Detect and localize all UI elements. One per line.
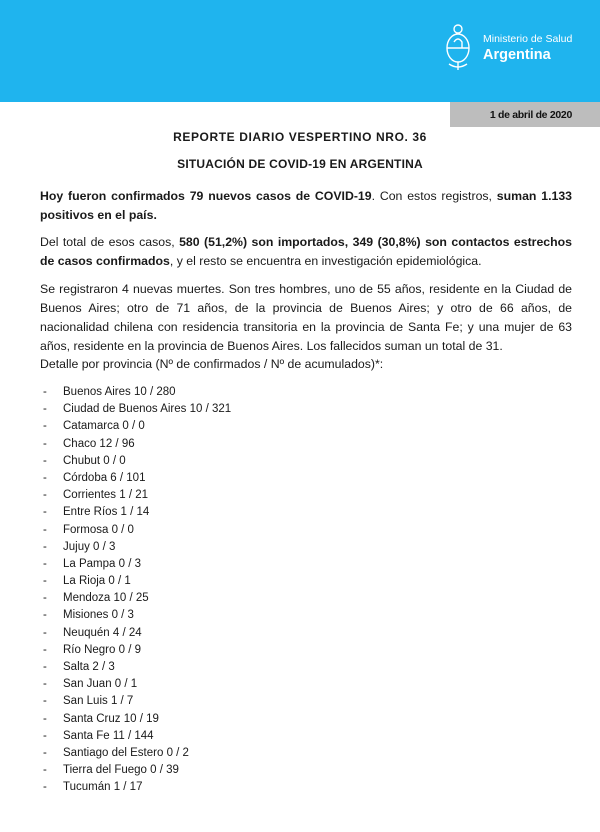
province-text: Neuquén 4 / 24 (63, 626, 142, 639)
province-item (43, 711, 231, 728)
province-text: Salta 2 / 3 (63, 661, 115, 673)
province-text: Tucumán 1 / 17 (63, 781, 143, 794)
bullet-dash: - (43, 643, 47, 656)
bullet-dash: - (43, 489, 47, 502)
province-item (43, 418, 231, 435)
bullet-dash: - (43, 626, 47, 639)
province-text: Córdoba 6 / 101 (63, 471, 146, 484)
province-item (43, 487, 231, 504)
province-text: Jujuy 0 / 3 (63, 540, 116, 553)
ministry-line2: Argentina (483, 46, 551, 63)
province-item (43, 693, 231, 710)
province-item (43, 625, 231, 642)
date-bar (450, 102, 600, 127)
report-title: REPORTE DIARIO VESPERTINO NRO. 36 (173, 130, 427, 144)
province-item (43, 384, 231, 401)
province-item (43, 779, 231, 796)
province-text: Entre Ríos 1 / 14 (63, 506, 150, 519)
province-text: Misiones 0 / 3 (63, 609, 134, 622)
province-item (43, 436, 231, 453)
summary-bold-1: Hoy fueron confirmados 79 nuevos casos de COVID-19 (40, 189, 372, 203)
province-text: Formosa 0 / 0 (63, 523, 134, 536)
bullet-dash: - (43, 523, 47, 536)
province-text: Ciudad de Buenos Aires 10 / 321 (63, 403, 232, 416)
bullet-dash: - (43, 471, 47, 484)
province-text: Catamarca 0 / 0 (63, 420, 145, 433)
ministry-line1: Ministerio de Salud (483, 33, 573, 45)
province-text: Río Negro 0 / 9 (63, 643, 141, 656)
bullet-dash: - (43, 695, 47, 708)
province-text: Mendoza 10 / 25 (63, 592, 149, 605)
coat-of-arms-icon (441, 22, 475, 72)
province-item (43, 642, 231, 659)
province-text: Santa Fe 11 / 144 (63, 729, 154, 742)
bullet-dash: - (43, 678, 47, 691)
ministry-name (483, 34, 572, 62)
province-item (43, 522, 231, 539)
bullet-dash: - (43, 764, 47, 777)
province-text: Santa Cruz 10 / 19 (63, 712, 159, 725)
paragraph-summary (40, 187, 572, 225)
bullet-dash: - (43, 437, 47, 450)
breakdown-text-1: Del total de esos casos, (40, 235, 180, 249)
paragraph-province-intro: Detalle por provincia (Nº de confirmados / Nº de acumulados)*: (40, 357, 384, 371)
province-item (43, 573, 231, 590)
paragraph-breakdown (40, 233, 572, 271)
header-banner (0, 0, 600, 102)
report-subtitle: SITUACIÓN DE COVID-19 EN ARGENTINA (177, 157, 423, 171)
province-text: Chubut 0 / 0 (63, 454, 126, 467)
province-text: La Rioja 0 / 1 (63, 575, 131, 588)
bullet-dash: - (43, 557, 47, 570)
province-text: San Juan 0 / 1 (63, 678, 138, 691)
province-item (43, 728, 231, 745)
bullet-dash: - (43, 609, 47, 622)
province-item (43, 590, 231, 607)
bullet-dash: - (43, 592, 47, 605)
bullet-dash: - (43, 661, 47, 673)
province-item (43, 762, 231, 779)
bullet-dash: - (43, 454, 47, 467)
summary-text: . Con estos registros, (371, 189, 497, 203)
province-item (43, 539, 231, 556)
province-text: Corrientes 1 / 21 (63, 489, 149, 502)
bullet-dash: - (43, 386, 47, 398)
bullet-dash: - (43, 420, 47, 433)
bullet-dash: - (43, 729, 47, 742)
province-list (43, 384, 231, 797)
breakdown-text-2: , y el resto se encuentra en investigación epidemiológica. (169, 254, 482, 268)
report-date: 1 de abril de 2020 (489, 109, 572, 121)
province-text: Tierra del Fuego 0 / 39 (63, 764, 179, 777)
province-item (43, 676, 231, 693)
bullet-dash: - (43, 781, 47, 794)
province-text: La Pampa 0 / 3 (63, 557, 141, 570)
province-text: Santiago del Estero 0 / 2 (63, 746, 189, 759)
province-item (43, 659, 231, 676)
province-text: Buenos Aires 10 / 280 (63, 386, 176, 398)
province-item (43, 453, 231, 470)
paragraph-deaths: Se registraron 4 nuevas muertes. Son tres hombres, uno de 55 años, residente en la Ciudad de Buenos Aires; otro de 71 años, de la provincia de Buenos Aires; y otro de 66 años, de nacionalidad chilena con residencia transitoria en la provincia de Santa Fe; y una mujer de 63 años, residente en la provincia de Buenos Aires. Los fallecidos suman un total de 31. (40, 282, 572, 353)
province-item (43, 745, 231, 762)
province-item (43, 556, 231, 573)
province-text: San Luis 1 / 7 (63, 695, 134, 708)
breakdown-bold: 580 (51,2%) son importados, 349 (30,8%) son contactos estrechos de casos confirmados (40, 235, 572, 268)
province-item (43, 607, 231, 624)
bullet-dash: - (43, 540, 47, 553)
bullet-dash: - (43, 746, 47, 759)
bullet-dash: - (43, 712, 47, 725)
province-text: Chaco 12 / 96 (63, 437, 135, 450)
bullet-dash: - (43, 506, 47, 519)
province-item (43, 504, 231, 521)
bullet-dash: - (43, 403, 47, 416)
province-item (43, 401, 231, 418)
province-item (43, 470, 231, 487)
summary-bold-2: suman 1.133 positivos en el país. (40, 189, 572, 222)
bullet-dash: - (43, 575, 47, 588)
